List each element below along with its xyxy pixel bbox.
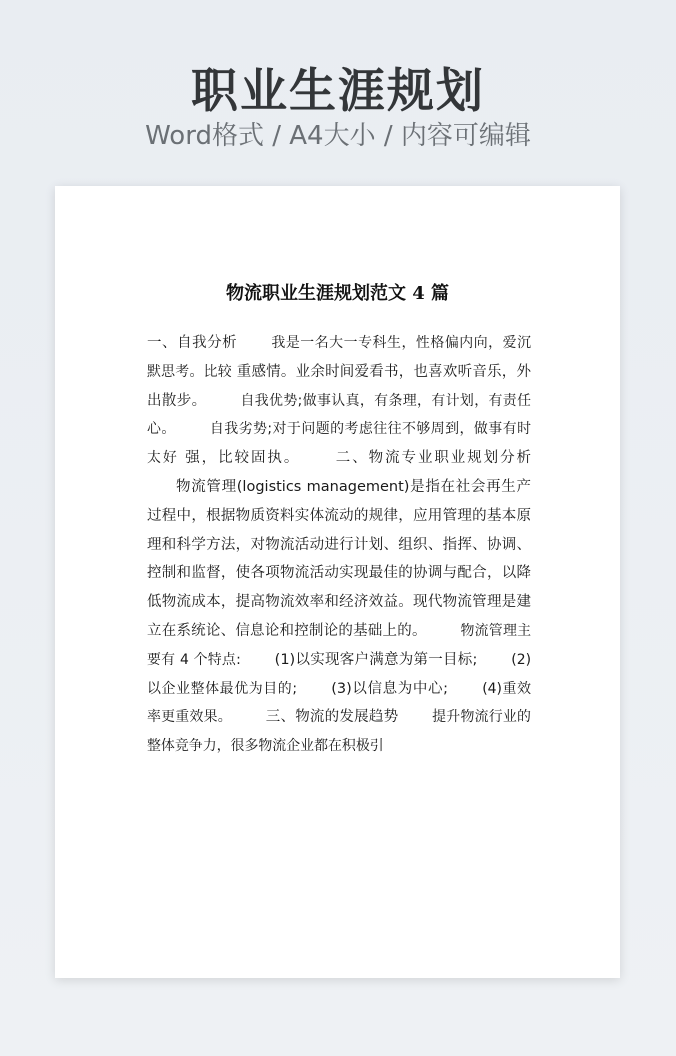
body-line: 控制和监督，使各项物流活动实现最佳的协调与配合，以降 [147,565,531,582]
document-page [55,186,620,978]
banner-title: 职业生涯规划 [191,64,485,119]
body-line: 一、自我分析 [147,335,238,351]
body-line: 我是一名大一专科生，性格偏内向，爱沉默思考。比较 [147,335,532,380]
body-line: 提升物流行业的整体竞争力，很多物流企业都在积极引 [147,709,531,755]
list-item: (4)重效率更重效果。 [147,680,532,726]
body-line: 强，比较固执。 [185,450,301,467]
list-item: (3)以信息为中心; [331,680,448,697]
body-line: 自我优势;做事认真，有条理，有计划，有责任心。 [147,392,531,438]
banner-subtitle: Word格式 / A4大小 / 内容可编辑 [145,121,531,151]
list-item: (1)以实现客户满意为第一目标; [274,651,478,668]
body-line: 低物流成本，提高物流效率和经济效益。现代物流管理是建 [147,594,531,611]
document-body [147,329,531,761]
body-line: 重感情。业余时间爱看书，也喜欢听音乐，外出散步。 [147,363,532,409]
body-line: 立在系统论、信息论和控制论的基础上的。 [147,622,427,639]
body-line: 物流管理(logistics management)是指在社会再生产 [176,478,531,495]
body-line: 物流管理主要有 4 个特点: [147,622,532,668]
document-title: 物流职业生涯规划范文 4 篇 [225,283,450,304]
list-item: (2)以企业整体最优为目的; [147,651,532,697]
body-line: 自我劣势;对于问题的考虑往往不够周到，做事有时太好 [147,421,531,467]
body-line: 理和科学方法，对物流活动进行计划、组织、指挥、协调、 [147,536,531,553]
section-heading: 三、物流的发展趋势 [265,709,399,726]
body-line: 过程中，根据物质资料实体流动的规律，应用管理的基本原 [147,507,531,524]
section-heading: 二、物流专业职业规划分析 [335,450,532,467]
